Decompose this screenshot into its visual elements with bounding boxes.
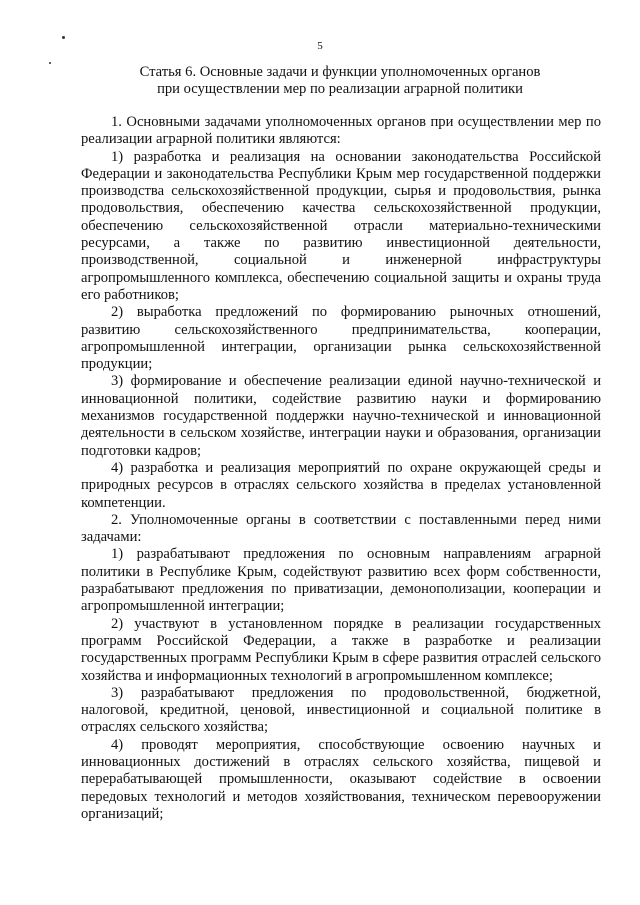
scan-speck — [62, 36, 65, 39]
article-heading — [80, 64, 600, 99]
paragraph: 1. Основными задачами уполномоченных органов при осуществлении мер по реализации аграрной политики являются: — [81, 114, 601, 148]
list-item: 1) разработка и реализация на основании законодательства Российской Федерации и законодательства Республики Крым мер государственной поддержки производства сельскохозяйственной продукции, сырья и продовольствия, рынка продовольствия, обеспечению качества сельскохозяйственной продукции, обеспечению сельскохозяйственной отрасли материально-техническими ресурсами, а также по развитию инвестиционной деятельности, производственной, социальной и инженерной инфраструктуры агропромышленного комплекса, обеспечению социальной защиты и охраны труда его работников; — [81, 148, 601, 303]
scan-speck — [49, 62, 51, 64]
list-item: 3) разрабатывают предложения по продовольственной, бюджетной, налоговой, кредитной, ценовой, инвестиционной и социальной политике в отраслях сельского хозяйства; — [81, 684, 601, 736]
article-heading-line: Статья 6. Основные задачи и функции уполномоченных органов — [139, 64, 541, 80]
list-item: 1) разрабатывают предложения по основным направлениям аграрной политики в Республике Крым, содействуют развитию всех форм собственности, разрабатывают предложения по приватизации, демонополизации, кооперации и агропромышленной интеграции; — [81, 546, 601, 615]
list-item: 4) разработка и реализация мероприятий по охране окружающей среды и природных ресурсов в отраслях сельского хозяйства в пределах установленной компетенции. — [81, 459, 601, 511]
list-item: 3) формирование и обеспечение реализации единой научно-технической и инновационной политики, содействие развитию науки и формированию механизмов государственной поддержки научно-технической и инновационной деятельности в сельском хозяйстве, интеграции науки и образования, организации подготовки кадров; — [81, 373, 601, 459]
article-heading-line: при осуществлении мер по реализации аграрной политики — [157, 81, 523, 98]
article-body — [81, 114, 601, 823]
list-item: 2) участвуют в установленном порядке в реализации государственных программ Российской Федерации, а также в разработке и реализации государственных программ Республики Крым в сфере развития отраслей сельского хозяйства и информационных технологий в агропромышленном комплексе; — [81, 615, 601, 684]
paragraph: 2. Уполномоченные органы в соответствии с поставленными перед ними задачами: — [81, 511, 601, 546]
list-item: 4) проводят мероприятия, способствующие освоению научных и инновационных достижений в отраслях сельского хозяйства, пищевой и перерабатывающей промышленности, оказывают содействие в освоении передовых технологий и методов хозяйствования, техническом перевооружении организаций; — [81, 736, 601, 822]
page-number: 5 — [317, 40, 323, 52]
list-item: 2) выработка предложений по формированию рыночных отношений, развитию сельскохозяйственного предпринимательства, кооперации, агропромышленной интеграции, организации рынка сельскохозяйственной продукции; — [81, 304, 601, 373]
